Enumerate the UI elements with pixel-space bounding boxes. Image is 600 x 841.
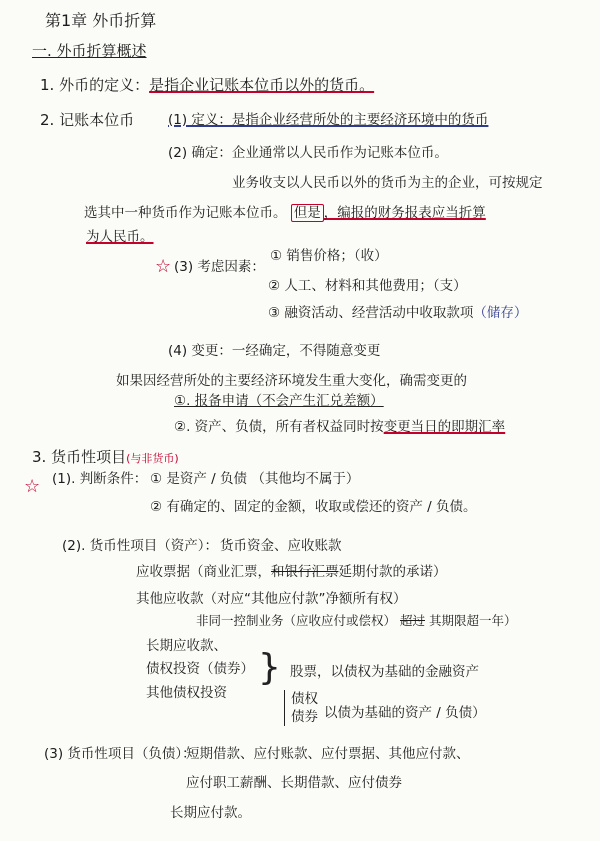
asset-brace-line2: 以债为基础的资产 / 负债） <box>324 705 486 721</box>
asset-line7: 其他债权投资 <box>146 685 227 701</box>
functional-currency-definition <box>168 111 488 129</box>
asset-l4c: 其期限超一年） <box>429 613 517 628</box>
fc-confirm-l3b: ，编报的财务报表应当折算 <box>323 205 486 221</box>
change-line2 <box>174 392 384 410</box>
change-l3b: 变更当日的即期汇率 <box>383 419 506 435</box>
change-line1: 如果因经营所处的主要经济环境发生重大变化，确需变更的 <box>116 373 467 389</box>
change-l3a: ②. 资产、负债，所有者权益同时按 <box>174 419 384 435</box>
brace-icon: } <box>258 647 281 688</box>
change-l2-text: ①. 报备申请（不会产生汇兑差额） <box>174 393 384 409</box>
star-icon-2: ☆ <box>24 476 41 497</box>
cond-2: ② 有确定的、固定的金额，收取或偿还的资产 / 负债。 <box>150 499 477 515</box>
section1-title-text: 一. 外币折算概述 <box>32 42 147 60</box>
cond-1: ① 是资产 / 负债 （其他均不属于） <box>150 471 360 487</box>
bracket-box <box>284 690 323 726</box>
factor3-text: 融资活动、经营活动中收取款项 <box>284 305 474 321</box>
bracket-word-1: 债权 <box>291 691 318 707</box>
factor-3 <box>268 304 527 322</box>
s3-head-note: (与非货币) <box>126 452 179 465</box>
foreign-currency-definition <box>40 76 374 94</box>
s3-head-text: 3. 货币性项目 <box>32 448 127 466</box>
change-head: (4) 变更：一经确定，不得随意变更 <box>168 343 381 359</box>
but-box: 但是 <box>291 204 324 222</box>
change-line3 <box>174 418 505 436</box>
cond-head: (1). 判断条件： <box>52 471 148 487</box>
fc-confirm-line2: 业务收支以人民币以外的货币为主的企业，可按规定 <box>232 175 543 191</box>
asset-l4b: 超过 <box>400 613 426 628</box>
def-head: 1. 外币的定义： <box>40 76 150 94</box>
chapter-title: 第1章 外币折算 <box>45 11 157 30</box>
asset-brace-line1: 股票，以债权为基础的金融资产 <box>290 664 479 680</box>
factors-head: (3) 考虑因素： <box>174 259 265 275</box>
fc-confirm-l4: 为人民币。 <box>86 229 154 245</box>
factor-2: ② 人工、材料和其他费用；（支） <box>268 278 467 294</box>
monetary-items-head <box>32 448 179 468</box>
asset-line6: 债权投资（债券） <box>146 661 254 677</box>
liab-line1: 短期借款、应付账款、应付票据、其他应付款、 <box>186 746 470 762</box>
liab-head: (3) 货币性项目（负债）： <box>44 746 196 762</box>
asset-line3: 其他应收款（对应“其他应付款”净额所有权） <box>136 591 407 607</box>
asset-line1: 货币资金、应收账款 <box>220 538 342 554</box>
fc-confirm-l3a: 选其中一种货币作为记账本位币。 <box>84 205 287 221</box>
asset-line2 <box>136 563 447 581</box>
liab-line2: 应付职工薪酬、长期借款、应付债券 <box>186 775 402 791</box>
functional-currency-head: 2. 记账本位币 <box>40 111 135 129</box>
bracket-word-2: 债券 <box>291 709 318 725</box>
section1-title <box>32 42 147 60</box>
liab-line3: 长期应付款。 <box>170 805 251 821</box>
factor3-note: （储存） <box>473 305 528 321</box>
fc-def-text: (1) 定义：是指企业经营所处的主要经济环境中的货币 <box>168 112 489 128</box>
factor-1: ① 销售价格；（收） <box>270 248 388 264</box>
asset-l2c: 延期付款的承诺） <box>338 564 447 580</box>
fc-confirm-line3 <box>84 204 486 222</box>
asset-l2b: 和银行汇票 <box>271 564 339 580</box>
asset-l2a: 应收票据（商业汇票， <box>136 564 271 580</box>
fc-confirm-line1: (2) 确定：企业通常以人民币作为记账本位币。 <box>168 145 448 161</box>
star-icon: ☆ <box>155 256 172 277</box>
asset-line5: 长期应收款、 <box>146 638 227 654</box>
factor3-num: ③ <box>268 305 285 321</box>
def-text: 是指企业记账本位币以外的货币。 <box>149 76 375 94</box>
asset-l4a: 非同一控制业务（应收应付或偿权） <box>196 613 397 628</box>
fc-confirm-line4 <box>86 228 154 246</box>
asset-line4 <box>196 612 517 630</box>
asset-head: (2). 货币性项目（资产）： <box>62 538 218 554</box>
